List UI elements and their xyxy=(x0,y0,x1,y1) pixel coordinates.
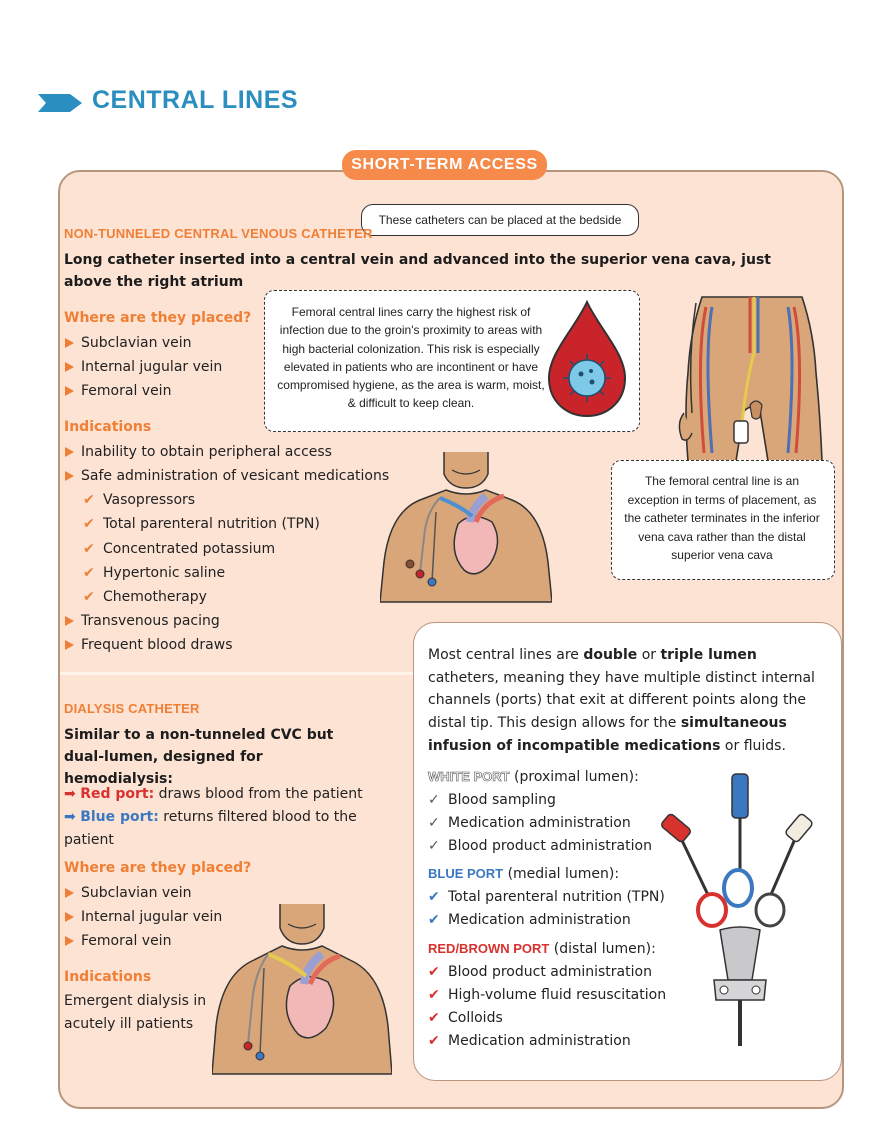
indications-heading: Indications xyxy=(64,419,152,435)
check-icon: ✔ xyxy=(428,1010,440,1026)
non-tunneled-description: Long catheter inserted into a central vein and advanced into the superior vena cava, just above the right atrium xyxy=(64,252,771,290)
white-port-list xyxy=(428,789,688,858)
blue-port-text: returns filtered blood to the patient xyxy=(64,809,357,848)
check-icon: ✔ xyxy=(428,1033,440,1049)
panel-divider xyxy=(60,672,430,675)
arrow-right-icon: ➡ xyxy=(64,786,76,802)
section-arrow-icon xyxy=(36,92,84,114)
check-icon: ✔ xyxy=(428,964,440,980)
list-item: Femoral vein xyxy=(64,929,264,953)
list-item: ✔ Medication administration xyxy=(428,1030,698,1053)
list-item: ✔ Chemotherapy xyxy=(64,585,364,609)
list-item: ✔ Medication administration xyxy=(428,909,698,932)
vesicant-list xyxy=(64,488,364,609)
check-icon: ✓ xyxy=(428,838,440,854)
white-port-block xyxy=(428,765,688,858)
list-item: Subclavian vein xyxy=(64,331,264,355)
list-item: ✔ High-volume fluid resuscitation xyxy=(428,984,698,1007)
check-icon: ✓ xyxy=(428,815,440,831)
bullet-arrow-icon xyxy=(65,912,74,922)
red-port-text: draws blood from the patient xyxy=(154,786,363,802)
red-port-label: Red port: xyxy=(80,786,155,802)
check-icon: ✔ xyxy=(83,589,95,606)
check-icon: ✔ xyxy=(83,492,95,508)
dialysis-where-heading: Where are they placed? xyxy=(64,860,252,876)
where-placed-heading: Where are they placed? xyxy=(64,310,252,326)
check-icon: ✔ xyxy=(428,912,440,928)
bullet-arrow-icon xyxy=(65,640,74,650)
list-item: ✔ Blood product administration xyxy=(428,961,698,984)
blue-port-name: BLUE PORT xyxy=(428,866,504,881)
bullet-arrow-icon xyxy=(65,386,74,396)
page-title: CENTRAL LINES xyxy=(92,86,299,114)
blue-port-line xyxy=(64,806,364,852)
red-port-name: RED/BROWN PORT xyxy=(428,941,550,956)
dialysis-indications-heading: Indications xyxy=(64,969,152,985)
dialysis-description: Similar to a non-tunneled CVC but dual-lumen, designed for hemodialysis: xyxy=(64,727,334,787)
list-item: Inability to obtain peripheral access xyxy=(64,440,394,464)
white-port-name: WHITE PORT xyxy=(428,769,510,784)
list-item: Transvenous pacing xyxy=(64,609,364,633)
list-item: ✔ Total parenteral nutrition (TPN) xyxy=(428,886,698,909)
bullet-arrow-icon xyxy=(65,616,74,626)
bullet-arrow-icon xyxy=(65,338,74,348)
list-item: Subclavian vein xyxy=(64,881,264,905)
check-icon: ✓ xyxy=(428,792,440,808)
bullet-arrow-icon xyxy=(65,447,74,457)
list-item: ✓ Blood sampling xyxy=(428,789,688,812)
chest-cvc-illustration xyxy=(380,452,552,604)
check-icon: ✔ xyxy=(83,564,95,581)
list-item: ✔ Colloids xyxy=(428,1007,698,1030)
dialysis-ports xyxy=(64,783,364,852)
list-item: ✓ Blood product administration xyxy=(428,835,688,858)
list-item: ✔ Concentrated potassium xyxy=(64,537,364,561)
check-icon: ✔ xyxy=(83,516,95,533)
list-item: ✔ Vasopressors xyxy=(64,488,364,512)
list-item: Femoral vein xyxy=(64,379,264,403)
check-icon: ✔ xyxy=(428,987,440,1003)
indications-list xyxy=(64,440,394,488)
bullet-arrow-icon xyxy=(65,471,74,481)
dialysis-indications-text: Emergent dialysis in acutely ill patients xyxy=(64,993,207,1032)
list-item: Internal jugular vein xyxy=(64,355,264,379)
white-port-detail: (proximal lumen): xyxy=(509,769,639,785)
red-port-detail: (distal lumen): xyxy=(549,941,656,957)
femoral-note: Femoral central lines carry the highest risk of infection due to the groin's proximity to areas with high bacterial colonization. This risk is especially elevated in patients who are incontinent or have compromised hygiene, as the area is warm, moist, & difficult to keep clean. xyxy=(277,305,545,411)
red-port-line xyxy=(64,783,364,806)
where-placed-list xyxy=(64,331,264,403)
more-indications-list xyxy=(64,609,364,657)
chest-dialysis-illustration xyxy=(212,904,392,1076)
arrow-right-icon: ➡ xyxy=(64,809,76,825)
blue-port-detail: (medial lumen): xyxy=(503,866,620,882)
exception-note: The femoral central line is an exception in terms of placement, as the catheter terminates in the inferior vena cava rather than the distal superior vena cava xyxy=(624,474,820,562)
check-icon: ✔ xyxy=(83,540,95,557)
list-item: ✓ Medication administration xyxy=(428,812,688,835)
bullet-arrow-icon xyxy=(65,936,74,946)
lumen-intro: Most central lines are double or triple lumen catheters, meaning they have multiple distinct internal channels (ports) that exit at different points along the distal tip. This design allows for the simultaneous infusion of incompatible medications or fluids. xyxy=(428,647,815,754)
bedside-note: These catheters can be placed at the bedside xyxy=(361,204,639,236)
list-item: ✔ Hypertonic saline xyxy=(64,561,364,585)
femoral-line-illustration xyxy=(676,293,828,463)
triple-lumen-catheter-illustration xyxy=(658,770,816,1050)
non-tunneled-heading: NON-TUNNELED CENTRAL VENOUS CATHETER xyxy=(64,226,373,241)
dialysis-heading: DIALYSIS CATHETER xyxy=(64,701,200,716)
blood-drop-virus-icon xyxy=(545,298,629,420)
bullet-arrow-icon xyxy=(65,888,74,898)
list-item: Safe administration of vesicant medications xyxy=(64,464,394,488)
blue-port-label: Blue port: xyxy=(80,809,159,825)
list-item: Frequent blood draws xyxy=(64,633,364,657)
bullet-arrow-icon xyxy=(65,362,74,372)
list-item: ✔ Total parenteral nutrition (TPN) xyxy=(64,512,364,536)
check-icon: ✔ xyxy=(428,889,440,905)
list-item: Internal jugular vein xyxy=(64,905,264,929)
short-term-badge: SHORT-TERM ACCESS xyxy=(342,150,547,180)
